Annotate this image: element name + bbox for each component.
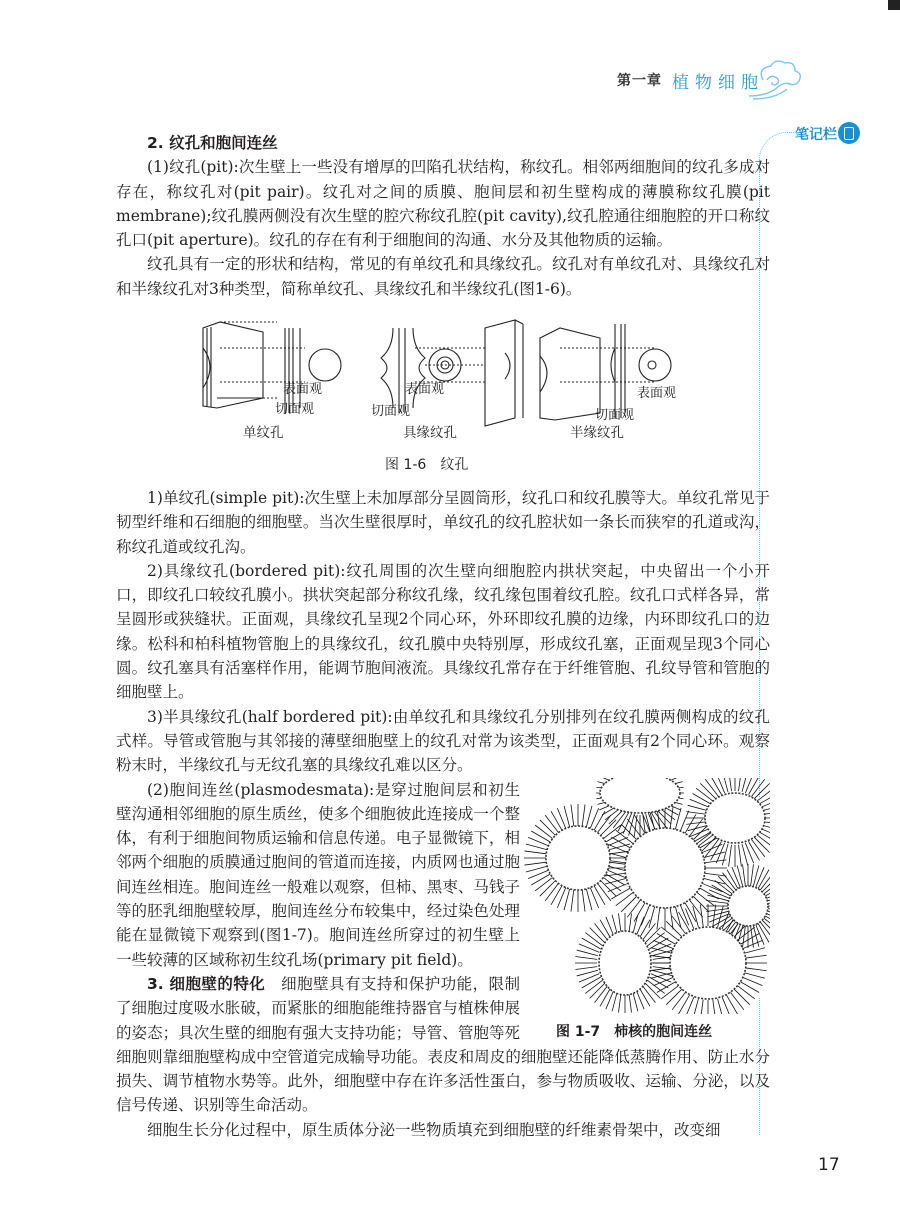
plasmodesma-strand [705, 779, 718, 796]
plasmodesma-strand [700, 783, 716, 799]
paragraph-pit: (1)纹孔(pit):次生壁上一些没有增厚的凹陷孔状结构，称纹孔。相邻两细胞间的纹孔多成对存在，称纹孔对(pit pair)。纹孔对之间的质膜、胞间层和初生壁构成的薄膜称纹孔膜(pit membrane);纹孔膜两侧没有次生壁的腔穴称纹孔腔(pit cavity),纹孔腔通往细胞腔的开口称纹孔口(pit aperture)。纹孔的存在有利于细胞间的沟通、水分及其他物质的运输。 [116, 158, 770, 250]
page-corner-mark [888, 0, 900, 10]
figure-caption: 图 1-7 柿核的胞间连丝 [556, 1023, 713, 1040]
plasmodesma-strand [751, 779, 764, 796]
subfigure-label: 半缘纹孔 [570, 425, 624, 441]
specialization-text: 细胞壁具有支持和保护功能，限制了细胞过度吸水胀破，而紧胀的细胞能维持器官与植株伸展的姿态；具次生壁的细胞有强大支持功能；导管、管胞等死细胞则靠细胞壁构成中空管道完成输导功能。表皮和周皮的细胞壁还能降低蒸腾作用、防止水分损失、调节植物水势等。此外，细胞壁中存在许多活性蛋白，参与物质吸收、运输、分泌，以及信号传递、识别等生命活动。 [116, 974, 770, 1115]
paragraph-plasmodesmata: (2)胞间连丝(plasmodesmata):是穿过胞间层和初生壁沟通相邻细胞的原生质丝，使多个细胞彼此连接成一个整体，有利于细胞间物质运输和信息传递。电子显微镜下，相邻两个细胞的质膜通过胞间的管道而连接，内质网也通过胞间连丝相连。胞间连丝一般难以观察，但柿、黑枣、马钱子等的胚乳细胞壁较厚，胞间连丝分布较集中，经过染色处理能在显微镜下观察到(图1-7)。胞间连丝所穿过的初生壁上一些较薄的区域称初生纹孔场(primary pit field)。 [116, 780, 520, 969]
paragraph-bordered-pit: 2)具缘纹孔(bordered pit):纹孔周围的次生壁向细胞腔内拱状突起，中央留出一个小开口，即纹孔口较纹孔膜小。拱状突起部分称纹孔缘，纹孔缘包围着纹孔腔。纹孔口式样各异，常呈圆形或狭缝状。正面观，具缘纹孔呈现2个同心环，外环即纹孔膜的边缘，内环即纹孔口的边缘。松科和柏科植物管胞上的具缘纹孔，纹孔膜中央特别厚，形成纹孔塞，正面观呈现3个同心圆。纹孔塞具有活塞样作用，能调节胞间液流。具缘纹孔常存在于纤维管胞、孔纹导管和管胞的细胞壁上。 [116, 561, 770, 702]
plasmodesma-strand [729, 778, 732, 791]
section-pit-types [116, 486, 770, 1142]
plasmodesma-strand [693, 998, 699, 1013]
section-pits [116, 131, 770, 301]
figure-1-6 [185, 318, 685, 478]
paragraph-simple-pit: 1)单纹孔(simple pit):次生壁上未加厚部分呈圆筒形，纹孔口和纹孔膜等大。单纹孔常见于韧型纤维和石细胞的细胞壁。当次生壁很厚时，单纹孔的纹孔腔状如一条长而狭窄的孔道或沟，称纹孔道或纹孔沟。 [116, 489, 770, 556]
subsection-heading: 3. 细胞壁的特化 [147, 974, 266, 993]
paragraph-continued: 细胞生长分化过程中，原生质体分泌一些物质填充到细胞壁的纤维素骨架中，改变细 [147, 1120, 721, 1139]
cloud-ornament-icon [745, 58, 805, 103]
label-section-view: 切面观 [275, 402, 315, 417]
paragraph-half-bordered-pit: 3)半具缘纹孔(half bordered pit):由单纹孔和具缘纹孔分别排列在纹孔膜两侧构成的纹孔式样。导管或管胞与其邻接的薄壁细胞壁上的纹孔对常为该类型，正面观具有2个同心环。观察粉末时，半缘纹孔与无纹孔塞的具缘纹孔难以区分。 [116, 707, 770, 775]
label-surface-view: 表面观 [405, 382, 445, 397]
section-heading: 2. 纹孔和胞间连丝 [147, 134, 278, 152]
plasmodesma-strand [716, 778, 724, 793]
plasmodesmata-illustration [520, 778, 770, 1014]
plasmodesma-strand [739, 778, 742, 791]
chapter-title: 植物细胞 [672, 73, 764, 93]
subfigure-label: 具缘纹孔 [403, 425, 457, 441]
plasmodesma-strand [713, 999, 716, 1013]
label-surface-view: 表面观 [283, 382, 323, 397]
notepad-pen-icon [838, 122, 860, 144]
chapter-number: 第一章 [617, 73, 662, 89]
label-section-view: 切面观 [595, 408, 635, 423]
plasmodesma-strand [718, 998, 724, 1013]
page-number: 17 [818, 1155, 840, 1175]
plasmodesma-strand [700, 999, 703, 1013]
plasmodesma-strand [754, 783, 770, 799]
label-section-view: 切面观 [371, 404, 411, 419]
notes-column-label: 笔记栏 [795, 127, 837, 143]
paragraph-pit-types: 纹孔具有一定的形状和结构，常见的有单纹孔和具缘纹孔。纹孔对有单纹孔对、具缘纹孔对和半缘纹孔对3种类型，简称单纹孔、具缘纹孔和半缘纹孔(图1-6)。 [116, 255, 770, 298]
plasmodesma-strand [745, 778, 753, 793]
label-surface-view: 表面观 [637, 386, 677, 401]
figure-1-7 [520, 778, 770, 1040]
figure-caption: 图 1-6 纹孔 [385, 457, 469, 473]
subfigure-label: 单纹孔 [243, 425, 284, 441]
